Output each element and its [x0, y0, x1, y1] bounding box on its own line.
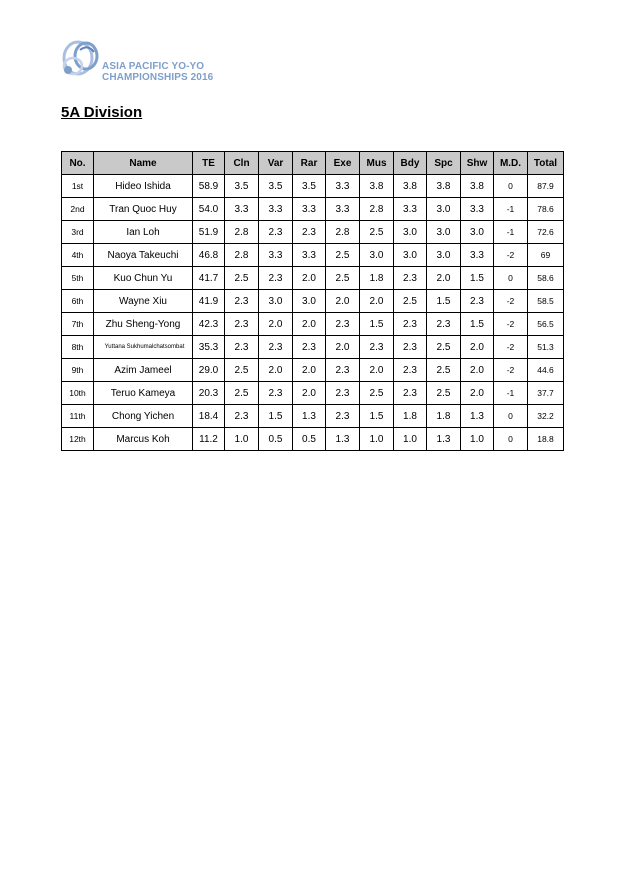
cell-col-shw: 3.8	[461, 175, 494, 198]
cell-col-total: 56.5	[528, 313, 564, 336]
header-col-bdy: Bdy	[394, 152, 427, 175]
cell-col-name: Marcus Koh	[94, 428, 193, 451]
cell-col-shw: 2.0	[461, 382, 494, 405]
cell-col-md: -2	[494, 336, 528, 359]
header-col-md: M.D.	[494, 152, 528, 175]
cell-col-mus: 1.5	[360, 313, 394, 336]
cell-col-bdy: 3.0	[394, 244, 427, 267]
cell-col-exe: 2.5	[326, 244, 360, 267]
cell-col-spc: 3.8	[427, 175, 461, 198]
cell-col-shw: 3.3	[461, 244, 494, 267]
cell-col-no: 6th	[62, 290, 94, 313]
cell-col-rar: 2.0	[293, 313, 326, 336]
cell-col-name: Kuo Chun Yu	[94, 267, 193, 290]
cell-col-mus: 1.0	[360, 428, 394, 451]
cell-col-cln: 2.5	[225, 267, 259, 290]
cell-col-bdy: 2.3	[394, 336, 427, 359]
cell-col-var: 2.3	[259, 336, 293, 359]
header-col-name: Name	[94, 152, 193, 175]
cell-col-rar: 2.0	[293, 359, 326, 382]
cell-col-cln: 2.8	[225, 244, 259, 267]
cell-col-name: Tran Quoc Huy	[94, 198, 193, 221]
cell-col-total: 58.6	[528, 267, 564, 290]
cell-col-total: 44.6	[528, 359, 564, 382]
cell-col-total: 72.6	[528, 221, 564, 244]
cell-col-no: 5th	[62, 267, 94, 290]
cell-col-var: 3.0	[259, 290, 293, 313]
cell-col-cln: 3.3	[225, 198, 259, 221]
table-header-row	[62, 152, 564, 175]
cell-col-mus: 3.0	[360, 244, 394, 267]
cell-col-total: 78.6	[528, 198, 564, 221]
cell-col-no: 10th	[62, 382, 94, 405]
cell-col-rar: 3.3	[293, 244, 326, 267]
cell-col-te: 58.9	[193, 175, 225, 198]
cell-col-cln: 2.3	[225, 313, 259, 336]
cell-col-cln: 2.5	[225, 382, 259, 405]
cell-col-rar: 3.3	[293, 198, 326, 221]
cell-col-no: 11th	[62, 405, 94, 428]
cell-col-te: 41.9	[193, 290, 225, 313]
cell-col-name: Yuttana Sukhumalchatsombat	[94, 336, 193, 359]
cell-col-md: -1	[494, 382, 528, 405]
cell-col-spc: 1.5	[427, 290, 461, 313]
cell-col-total: 18.8	[528, 428, 564, 451]
cell-col-rar: 2.3	[293, 221, 326, 244]
cell-col-spc: 2.3	[427, 313, 461, 336]
cell-col-shw: 1.0	[461, 428, 494, 451]
cell-col-cln: 2.5	[225, 359, 259, 382]
cell-col-bdy: 2.3	[394, 313, 427, 336]
cell-col-mus: 1.5	[360, 405, 394, 428]
cell-col-total: 51.3	[528, 336, 564, 359]
cell-col-name: Hideo Ishida	[94, 175, 193, 198]
cell-col-spc: 1.8	[427, 405, 461, 428]
cell-col-te: 54.0	[193, 198, 225, 221]
cell-col-mus: 2.5	[360, 221, 394, 244]
cell-col-te: 46.8	[193, 244, 225, 267]
cell-col-bdy: 2.3	[394, 382, 427, 405]
cell-col-mus: 2.0	[360, 290, 394, 313]
cell-col-te: 42.3	[193, 313, 225, 336]
cell-col-md: -1	[494, 221, 528, 244]
cell-col-cln: 3.5	[225, 175, 259, 198]
header-col-no: No.	[62, 152, 94, 175]
cell-col-var: 2.3	[259, 221, 293, 244]
logo-line-1: ASIA PACIFIC YO-YO	[102, 61, 205, 72]
cell-col-exe: 2.3	[326, 405, 360, 428]
cell-col-exe: 2.3	[326, 313, 360, 336]
cell-col-md: -1	[494, 198, 528, 221]
cell-col-total: 37.7	[528, 382, 564, 405]
table-row	[62, 313, 564, 336]
cell-col-rar: 1.3	[293, 405, 326, 428]
table-row	[62, 382, 564, 405]
cell-col-total: 58.5	[528, 290, 564, 313]
cell-col-md: 0	[494, 175, 528, 198]
cell-col-rar: 3.0	[293, 290, 326, 313]
cell-col-total: 32.2	[528, 405, 564, 428]
cell-col-spc: 2.0	[427, 267, 461, 290]
cell-col-spc: 3.0	[427, 244, 461, 267]
header-col-shw: Shw	[461, 152, 494, 175]
table-row	[62, 428, 564, 451]
cell-col-md: -2	[494, 313, 528, 336]
header-col-rar: Rar	[293, 152, 326, 175]
cell-col-md: 0	[494, 405, 528, 428]
cell-col-cln: 1.0	[225, 428, 259, 451]
cell-col-shw: 2.0	[461, 336, 494, 359]
cell-col-spc: 3.0	[427, 221, 461, 244]
cell-col-exe: 1.3	[326, 428, 360, 451]
table-row	[62, 405, 564, 428]
cell-col-name: Zhu Sheng-Yong	[94, 313, 193, 336]
header-col-exe: Exe	[326, 152, 360, 175]
cell-col-md: -2	[494, 290, 528, 313]
cell-col-shw: 2.0	[461, 359, 494, 382]
cell-col-cln: 2.3	[225, 336, 259, 359]
cell-col-name: Chong Yichen	[94, 405, 193, 428]
table-row	[62, 336, 564, 359]
table-row	[62, 221, 564, 244]
cell-col-name: Wayne Xiu	[94, 290, 193, 313]
cell-col-spc: 2.5	[427, 382, 461, 405]
cell-col-spc: 1.3	[427, 428, 461, 451]
cell-col-rar: 2.3	[293, 336, 326, 359]
header-col-te: TE	[193, 152, 225, 175]
cell-col-name: Azim Jameel	[94, 359, 193, 382]
header-col-total: Total	[528, 152, 564, 175]
table-row	[62, 359, 564, 382]
cell-col-shw: 1.5	[461, 313, 494, 336]
cell-col-bdy: 2.3	[394, 359, 427, 382]
cell-col-te: 18.4	[193, 405, 225, 428]
cell-col-shw: 2.3	[461, 290, 494, 313]
cell-col-te: 29.0	[193, 359, 225, 382]
results-table	[61, 151, 564, 451]
cell-col-spc: 2.5	[427, 359, 461, 382]
cell-col-var: 2.3	[259, 382, 293, 405]
cell-col-exe: 2.0	[326, 336, 360, 359]
table-row	[62, 290, 564, 313]
championship-logo	[58, 36, 228, 90]
cell-col-rar: 2.0	[293, 267, 326, 290]
header-col-spc: Spc	[427, 152, 461, 175]
cell-col-no: 4th	[62, 244, 94, 267]
cell-col-mus: 3.8	[360, 175, 394, 198]
cell-col-rar: 3.5	[293, 175, 326, 198]
cell-col-rar: 2.0	[293, 382, 326, 405]
cell-col-exe: 2.8	[326, 221, 360, 244]
cell-col-te: 51.9	[193, 221, 225, 244]
cell-col-no: 2nd	[62, 198, 94, 221]
cell-col-var: 3.3	[259, 244, 293, 267]
table-row	[62, 175, 564, 198]
cell-col-no: 9th	[62, 359, 94, 382]
cell-col-md: 0	[494, 428, 528, 451]
cell-col-var: 3.3	[259, 198, 293, 221]
cell-col-no: 12th	[62, 428, 94, 451]
cell-col-total: 87.9	[528, 175, 564, 198]
cell-col-var: 2.3	[259, 267, 293, 290]
table-row	[62, 198, 564, 221]
logo-line-2: CHAMPIONSHIPS 2016	[102, 72, 214, 83]
cell-col-exe: 2.3	[326, 359, 360, 382]
cell-col-te: 41.7	[193, 267, 225, 290]
cell-col-exe: 3.3	[326, 175, 360, 198]
cell-col-no: 1st	[62, 175, 94, 198]
cell-col-bdy: 3.8	[394, 175, 427, 198]
cell-col-name: Ian Loh	[94, 221, 193, 244]
logo-text	[102, 61, 213, 83]
cell-col-no: 3rd	[62, 221, 94, 244]
cell-col-te: 20.3	[193, 382, 225, 405]
cell-col-shw: 1.3	[461, 405, 494, 428]
cell-col-spc: 2.5	[427, 336, 461, 359]
cell-col-name: Naoya Takeuchi	[94, 244, 193, 267]
cell-col-var: 1.5	[259, 405, 293, 428]
cell-col-bdy: 3.3	[394, 198, 427, 221]
cell-col-exe: 3.3	[326, 198, 360, 221]
cell-col-mus: 2.8	[360, 198, 394, 221]
cell-col-mus: 2.3	[360, 336, 394, 359]
table-row	[62, 267, 564, 290]
cell-col-mus: 2.0	[360, 359, 394, 382]
cell-col-md: -2	[494, 244, 528, 267]
cell-col-var: 2.0	[259, 313, 293, 336]
cell-col-shw: 3.3	[461, 198, 494, 221]
cell-col-exe: 2.5	[326, 267, 360, 290]
cell-col-shw: 3.0	[461, 221, 494, 244]
cell-col-shw: 1.5	[461, 267, 494, 290]
cell-col-md: -2	[494, 359, 528, 382]
cell-col-bdy: 1.0	[394, 428, 427, 451]
cell-col-var: 0.5	[259, 428, 293, 451]
cell-col-bdy: 2.5	[394, 290, 427, 313]
division-title: 5A Division	[61, 104, 143, 121]
cell-col-bdy: 3.0	[394, 221, 427, 244]
cell-col-te: 11.2	[193, 428, 225, 451]
cell-col-total: 69	[528, 244, 564, 267]
cell-col-var: 3.5	[259, 175, 293, 198]
cell-col-md: 0	[494, 267, 528, 290]
table-body	[62, 175, 564, 451]
cell-col-mus: 1.8	[360, 267, 394, 290]
cell-col-exe: 2.0	[326, 290, 360, 313]
cell-col-spc: 3.0	[427, 198, 461, 221]
yo-yo-swirl-logo-icon	[58, 36, 106, 90]
cell-col-te: 35.3	[193, 336, 225, 359]
header-col-var: Var	[259, 152, 293, 175]
cell-col-rar: 0.5	[293, 428, 326, 451]
cell-col-bdy: 2.3	[394, 267, 427, 290]
cell-col-cln: 2.8	[225, 221, 259, 244]
cell-col-var: 2.0	[259, 359, 293, 382]
table-row	[62, 244, 564, 267]
cell-col-no: 8th	[62, 336, 94, 359]
cell-col-exe: 2.3	[326, 382, 360, 405]
header-col-mus: Mus	[360, 152, 394, 175]
cell-col-mus: 2.5	[360, 382, 394, 405]
cell-col-no: 7th	[62, 313, 94, 336]
cell-col-bdy: 1.8	[394, 405, 427, 428]
cell-col-cln: 2.3	[225, 290, 259, 313]
cell-col-cln: 2.3	[225, 405, 259, 428]
cell-col-name: Teruo Kameya	[94, 382, 193, 405]
header-col-cln: Cln	[225, 152, 259, 175]
